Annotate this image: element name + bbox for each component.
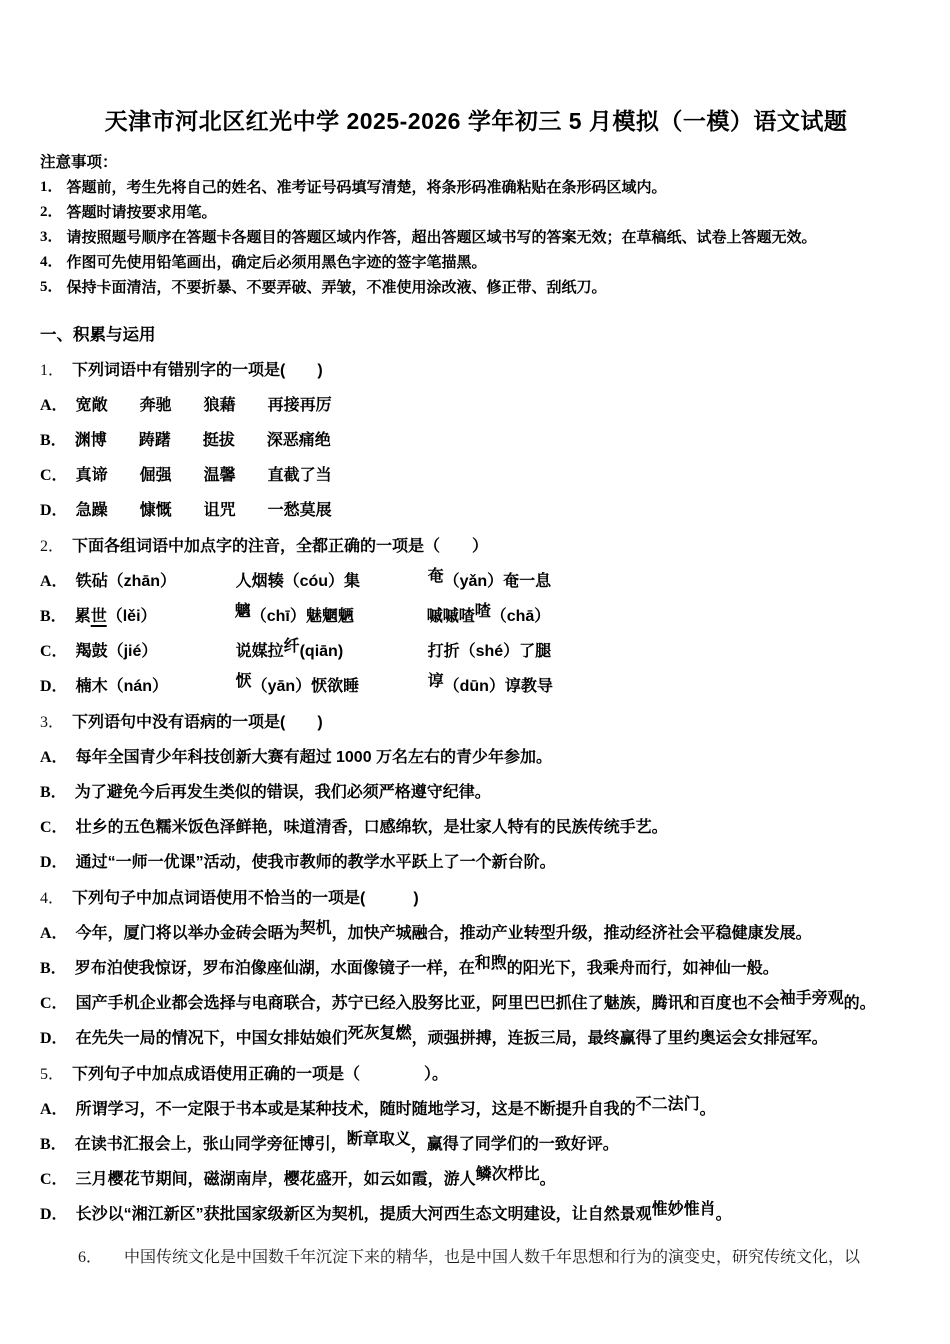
question-4-option-A	[40, 922, 912, 945]
option-word: 挺拔	[202, 432, 235, 449]
phrase-segment: 恹	[235, 673, 252, 690]
sentence-segment: 死灰复燃	[347, 1025, 412, 1042]
option-text	[76, 922, 912, 945]
question-4-option-D	[40, 1027, 912, 1050]
sentence-segment: ，赢得了同学们的一致好评。	[410, 1136, 619, 1153]
phrase-segment: 打折（shé）了腿	[427, 643, 552, 660]
question-number: 3．	[40, 714, 65, 731]
sentence-segment: 在读书汇报会上，张山同学旁征博引，	[74, 1136, 347, 1153]
phrase-segment: （chī）魅魍魉	[250, 608, 354, 625]
notice-item-4	[40, 250, 912, 275]
option-word: 温馨	[203, 467, 236, 484]
option-label: D．	[40, 1206, 68, 1223]
option-label: B．	[40, 960, 67, 977]
notice-item-2	[40, 200, 912, 225]
option-text	[76, 1098, 912, 1121]
sentence-segment: 袖手旁观	[779, 990, 844, 1007]
option-phrase	[75, 605, 235, 628]
option-label: C．	[40, 467, 68, 484]
option-phrase	[427, 605, 551, 628]
phrase-segment: （yǎn）奄一息	[443, 573, 552, 590]
question-1-stem	[40, 360, 912, 382]
question-3-option-D	[40, 851, 912, 874]
question-2-stem	[40, 536, 912, 558]
option-label: C．	[40, 1171, 68, 1188]
option-text	[75, 1133, 912, 1156]
option-word: 慷慨	[139, 502, 172, 519]
notice-section	[40, 150, 912, 300]
sentence-segment: 今年，厦门将以举办金砖会晤为	[75, 925, 300, 942]
option-word: 奔驰	[139, 397, 172, 414]
notice-item-text: 请按照题号顺序在答题卡各题目的答题区域内作答，超出答题区域书写的答案无效；在草稿纸、试卷上答题无效。	[66, 229, 817, 246]
sentence-segment: 惟妙惟肖	[651, 1201, 716, 1218]
question-5-option-D	[40, 1203, 912, 1226]
question-2	[40, 536, 912, 698]
question-number: 1．	[40, 362, 65, 379]
question-1-option-A	[40, 394, 912, 417]
question-4-option-C	[40, 992, 912, 1015]
option-word: 一愁莫展	[267, 502, 332, 519]
question-stem-text: 下面各组词语中加点字的注音，全都正确的一项是（ ）	[72, 538, 489, 555]
option-phrase	[76, 570, 236, 593]
question-3-option-B	[40, 781, 912, 804]
question-6-number: 6．	[78, 1249, 103, 1266]
option-phrase	[76, 675, 236, 698]
option-word: 狼藉	[203, 397, 236, 414]
option-word: 真谛	[75, 467, 108, 484]
option-word: 宽敞	[75, 397, 108, 414]
question-number: 4．	[40, 890, 65, 907]
notice-item-number: 3．	[40, 229, 63, 245]
sentence-segment: 长沙以“湘江新区”获批国家级新区为契机，提质大河西生态文明建设，让自然景观	[75, 1206, 652, 1223]
question-5-stem	[40, 1064, 912, 1086]
phrase-segment: 羯鼓（jié）	[75, 643, 158, 660]
sentence-segment: 罗布泊使我惊讶，罗布泊像座仙湖，水面像镜子一样，在	[74, 960, 475, 977]
option-label: D．	[40, 678, 68, 695]
question-5	[40, 1064, 912, 1226]
option-text	[76, 992, 912, 1015]
option-text	[76, 746, 912, 769]
question-1-option-D	[40, 499, 912, 522]
sentence-segment: 。	[699, 1101, 716, 1118]
question-stem-text: 下列语句中没有语病的一项是( )	[72, 714, 323, 731]
question-1-option-B	[40, 429, 912, 452]
option-phrase	[76, 640, 236, 663]
notice-item-1	[40, 175, 912, 200]
option-label: B．	[40, 608, 67, 625]
option-label: D．	[40, 854, 68, 871]
question-6	[40, 1246, 912, 1270]
phrase-segment: 人烟辏（cóu）集	[235, 573, 361, 590]
notice-item-number: 1．	[40, 179, 63, 195]
sentence-segment: 契机	[299, 920, 332, 937]
questions-list	[40, 360, 912, 1226]
phrase-segment: （chā）	[490, 608, 551, 625]
question-number: 5．	[40, 1066, 65, 1083]
sentence-segment: 。	[539, 1171, 556, 1188]
option-text	[75, 957, 912, 980]
option-phrase	[235, 605, 427, 628]
option-text	[76, 816, 912, 839]
sentence-segment: 所谓学习，不一定限于书本或是某种技术，随时随地学习，这是不断提升自我的	[75, 1101, 636, 1118]
question-stem-text: 下列句子中加点成语使用正确的一项是（ ）。	[72, 1066, 449, 1083]
phrase-segment: 累	[74, 608, 91, 625]
option-text	[76, 851, 912, 874]
phrase-segment: （yān）恹欲睡	[251, 678, 360, 695]
phrase-segment: 喳	[474, 603, 491, 620]
option-phrase	[236, 570, 428, 593]
question-5-option-C	[40, 1168, 912, 1191]
option-label: A．	[40, 1101, 68, 1118]
notice-item-number: 4．	[40, 254, 63, 270]
question-1-option-C	[40, 464, 912, 487]
sentence-segment: 的阳光下，我乘舟而行，如神仙一般。	[506, 960, 779, 977]
sentence-segment: 在先失一局的情况下，中国女排姑娘们	[75, 1030, 348, 1047]
question-3-stem	[40, 712, 912, 734]
option-label: A．	[40, 573, 68, 590]
phrase-segment: 嘁嘁喳	[426, 608, 475, 625]
notice-item-5	[40, 275, 912, 300]
option-label: A．	[40, 925, 68, 942]
option-label: C．	[40, 995, 68, 1012]
option-label: B．	[40, 1136, 67, 1153]
sentence-segment: 鳞次栉比	[475, 1166, 540, 1183]
question-3-option-A	[40, 746, 912, 769]
option-text	[76, 1027, 912, 1050]
notice-heading: 注意事项：	[40, 154, 118, 171]
question-3	[40, 712, 912, 874]
option-word: 深恶痛绝	[266, 432, 331, 449]
question-5-option-B	[40, 1133, 912, 1156]
option-phrase	[428, 570, 552, 593]
option-label: D．	[40, 502, 68, 519]
question-2-option-D	[40, 675, 912, 698]
notice-item-number: 5．	[40, 279, 63, 295]
sentence-segment: ，加快产城融合，推动产业转型升级，推动经济社会平稳健康发展。	[331, 925, 812, 942]
phrase-segment: (qiān)	[299, 643, 344, 660]
sentence-segment: 每年全国青少年科技创新大赛有超过 1000 万名左右的青少年参加。	[75, 749, 553, 766]
notice-item-text: 作图可先使用铅笔画出，确定后必须用黑色字迹的签字笔描黑。	[66, 254, 487, 271]
section-heading: 一、积累与运用	[40, 326, 156, 344]
question-1	[40, 360, 912, 522]
sentence-segment: 为了避免今后再发生类似的错误，我们必须严格遵守纪律。	[74, 784, 491, 801]
sentence-segment: ，顽强拼搏，连扳三局，最终赢得了里约奥运会女排冠军。	[411, 1030, 828, 1047]
question-4-stem	[40, 888, 912, 910]
option-text	[76, 1203, 912, 1226]
question-2-option-C	[40, 640, 912, 663]
option-label: B．	[40, 432, 67, 449]
question-stem-text: 下列词语中有错别字的一项是( )	[72, 362, 323, 379]
sentence-segment: 的。	[843, 995, 876, 1012]
option-word: 渊博	[74, 432, 107, 449]
notice-item-3	[40, 225, 912, 250]
sentence-segment: 不二法门	[635, 1096, 700, 1113]
phrase-segment: 铁砧（zhān）	[75, 573, 177, 590]
phrase-segment: （lěi）	[106, 608, 157, 625]
option-text	[75, 781, 912, 804]
option-phrase	[236, 675, 428, 698]
phrase-segment: 魑	[234, 603, 251, 620]
option-label: B．	[40, 784, 67, 801]
option-word: 倔强	[139, 467, 172, 484]
option-phrase	[428, 675, 553, 698]
sentence-segment: 国产手机企业都会选择与电商联合，苏宁已经入股努比亚，阿里巴巴抓住了魅族，腾讯和百度也不会	[75, 995, 780, 1012]
option-phrase	[428, 640, 552, 663]
notice-item-text: 答题时请按要求用笔。	[66, 204, 217, 221]
notice-items	[40, 175, 912, 300]
question-4	[40, 888, 912, 1050]
option-word: 直截了当	[267, 467, 332, 484]
question-4-option-B	[40, 957, 912, 980]
question-stem-text: 下列句子中加点词语使用不恰当的一项是( )	[72, 890, 419, 907]
question-2-option-B	[40, 605, 912, 628]
option-label: C．	[40, 643, 68, 660]
phrase-segment: 谆	[427, 673, 444, 690]
sentence-segment: 壮乡的五色糯米饭色泽鲜艳，味道清香，口感绵软，是壮家人特有的民族传统手艺。	[75, 819, 668, 836]
option-label: A．	[40, 749, 68, 766]
sentence-segment: 断章取义	[346, 1131, 411, 1148]
phrase-segment: 说媒拉	[235, 643, 284, 660]
page-title: 天津市河北区红光中学 2025-2026 学年初三 5 月模拟（一模）语文试题	[104, 108, 848, 134]
phrase-segment: 奄	[427, 568, 444, 585]
option-label: D．	[40, 1030, 68, 1047]
notice-item-text: 答题前，考生先将自己的姓名、准考证号码填写清楚，将条形码准确粘贴在条形码区域内。	[66, 179, 667, 196]
sentence-segment: 通过“一师一优课”活动，使我市教师的教学水平跃上了一个新台阶。	[75, 854, 556, 871]
question-5-option-A	[40, 1098, 912, 1121]
phrase-segment: 世	[90, 608, 107, 625]
sentence-segment: 三月樱花节期间，磁湖南岸，樱花盛开，如云如霞，游人	[75, 1171, 476, 1188]
question-2-option-A	[40, 570, 912, 593]
phrase-segment: 纤	[283, 638, 300, 655]
question-6-text: 中国传统文化是中国数千年沉淀下来的精华，也是中国人数千年思想和行为的演变史，研究传统文化，以	[124, 1249, 861, 1266]
sentence-segment: 。	[715, 1206, 732, 1223]
option-label: A．	[40, 397, 68, 414]
notice-item-number: 2．	[40, 204, 63, 220]
option-label: C．	[40, 819, 68, 836]
option-phrase	[236, 640, 428, 663]
question-number: 2．	[40, 538, 65, 555]
option-word: 诅咒	[203, 502, 236, 519]
option-word: 急躁	[75, 502, 108, 519]
option-text	[76, 1168, 912, 1191]
option-word: 再接再厉	[267, 397, 332, 414]
question-3-option-C	[40, 816, 912, 839]
sentence-segment: 和煦	[474, 955, 507, 972]
phrase-segment: 楠木（nán）	[75, 678, 169, 695]
notice-item-text: 保持卡面清洁，不要折暴、不要弄破、弄皱，不准使用涂改液、修正带、刮纸刀。	[66, 279, 607, 296]
option-word: 踌躇	[138, 432, 171, 449]
phrase-segment: （dūn）谆教导	[443, 678, 553, 695]
